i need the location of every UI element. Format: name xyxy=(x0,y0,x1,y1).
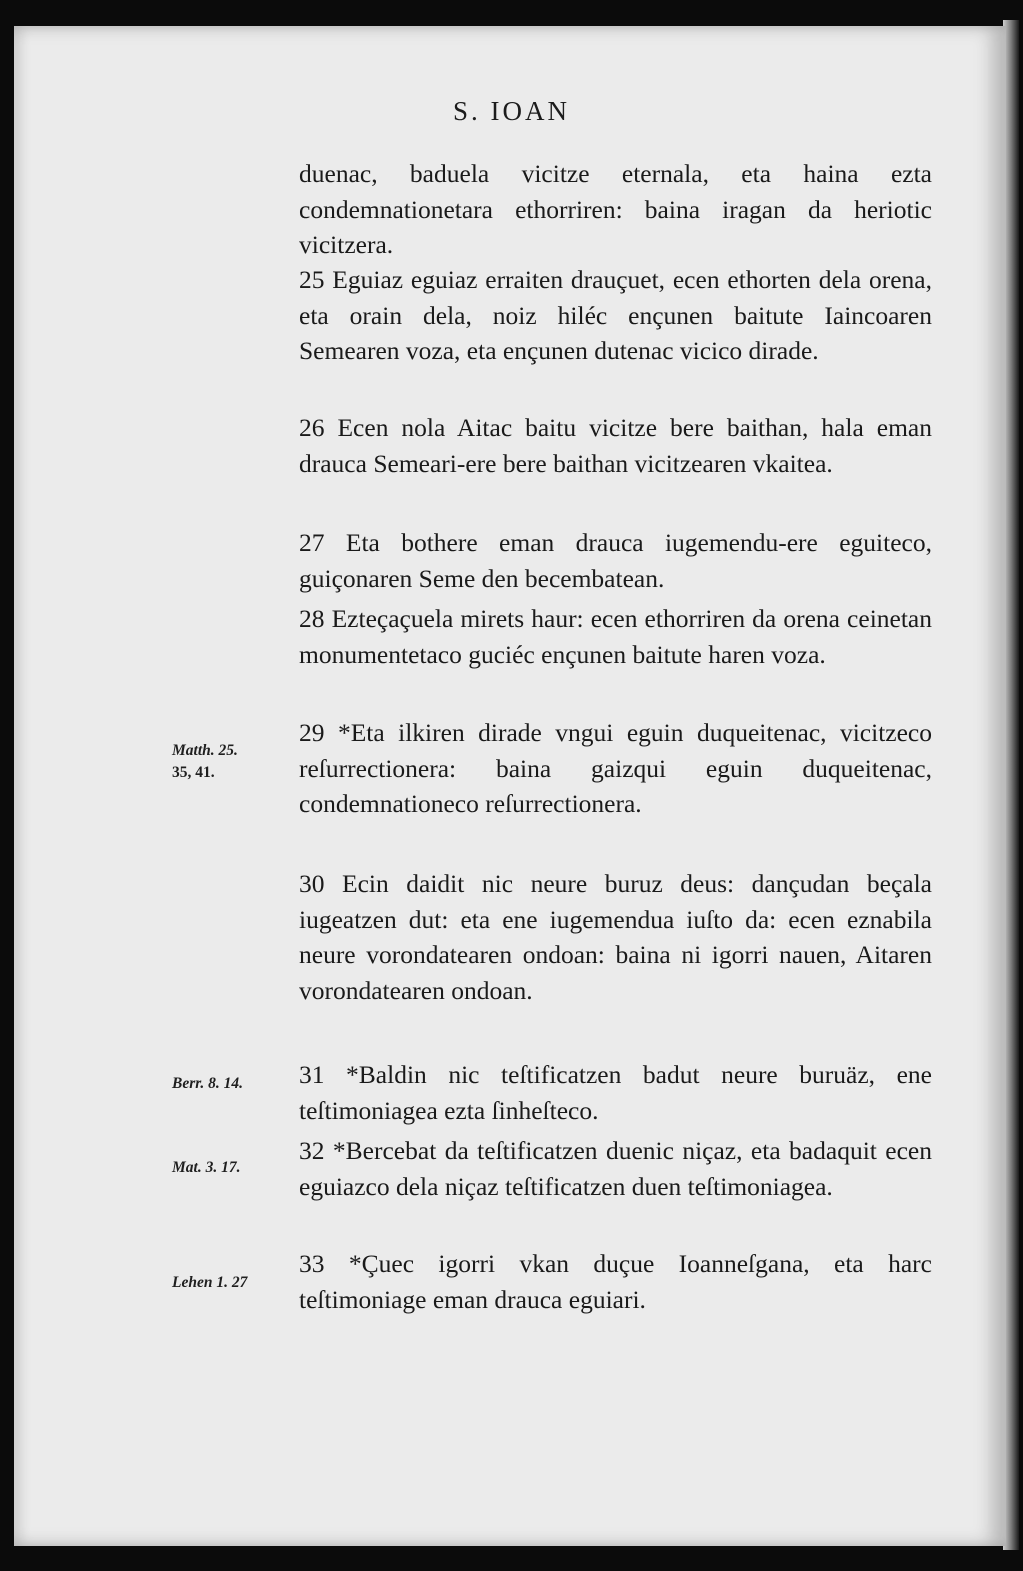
verse-32: 32 *Bercebat da teſtificatzen duenic niçaz, eta badaquit ecen eguiazco dela niçaz teſtificatzen duen teſtimoniagea. xyxy=(299,1136,932,1201)
margin-reference-matth xyxy=(172,740,238,784)
verse-24-continuation: duenac, baduela vicitze eternala, eta haina ezta condemnationetara ethorriren: baina iragan da heriotic vicitzera. xyxy=(299,159,932,259)
running-title: S. IOAN xyxy=(452,96,570,126)
verse-31: 31 *Baldin nic teſtificatzen badut neure buruäz, ene teſtimoniagea ezta ſinheſteco. xyxy=(299,1060,932,1125)
margin-reference-line: Matth. 25. xyxy=(172,742,238,759)
verse-28: 28 Ezteçaçuela mirets haur: ecen ethorriren da orena ceinetan monumentetaco guciéc ençunen baitute haren voza. xyxy=(299,604,932,669)
verse-29: 29 *Eta ilkiren dirade vngui eguin duqueitenac, vicitzeco reſurrectionera: baina gaizqui eguin duqueitenac, condemnationeco reſurrectionera. xyxy=(299,718,932,818)
verse-27: 27 Eta bothere eman drauca iugemendu-ere eguiteco, guiçonaren Seme den becembatean. xyxy=(299,528,932,593)
margin-reference-berr xyxy=(172,1073,243,1095)
verse-column xyxy=(299,156,932,1317)
margin-reference-line: 35, 41. xyxy=(172,764,215,781)
margin-reference-lehen xyxy=(172,1272,247,1294)
verse-25: 25 Eguiaz eguiaz erraiten drauçuet, ecen ethorten dela orena, eta orain dela, noiz hiléc ençunen baitute Iaincoaren Semearen voza, eta ençunen dutenac vicico dirade. xyxy=(299,265,932,365)
verse-33: 33 *Çuec igorri vkan duçue Ioanneſgana, eta harc teſtimoniage eman drauca eguiari. xyxy=(299,1249,932,1314)
verse-30: 30 Ecin daidit nic neure buruz deus: dançudan beçala iugeatzen dut: eta ene iugemendua iuſto da: ecen eznabila neure vorondatearen ondoan: baina ni igorri nauen, Aitaren vorondatearen ondoan. xyxy=(299,869,932,1005)
margin-reference-line: Mat. 3. 17. xyxy=(172,1159,241,1176)
margin-reference-line: Lehen 1. 27 xyxy=(172,1274,248,1291)
margin-reference-mat xyxy=(172,1157,240,1179)
margin-reference-line: Berr. 8. 14. xyxy=(172,1075,244,1092)
verse-26: 26 Ecen nola Aitac baitu vicitze bere baithan, hala eman drauca Semeari-ere bere baithan vicitzearen vkaitea. xyxy=(299,413,932,478)
